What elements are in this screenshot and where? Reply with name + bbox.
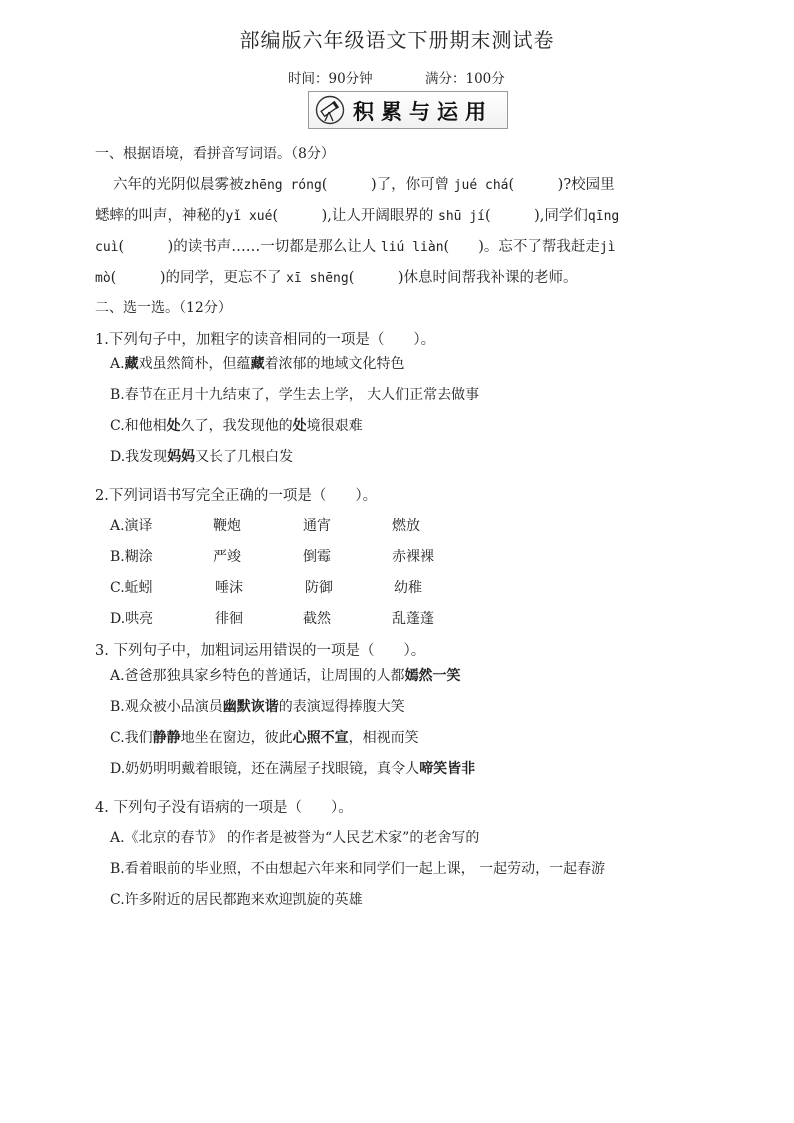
text: 久了，我发现他的: [180, 418, 293, 434]
text: ( )的同学，更忘不了: [110, 270, 287, 286]
text: D.我发现: [110, 449, 168, 465]
bold-text: 啼笑皆非: [419, 761, 476, 777]
q2-cell: 防御: [305, 580, 333, 596]
text: ( )的读书声……一切都是那么让人: [118, 239, 381, 255]
bold-text: 处: [292, 418, 307, 434]
q2-cell: 幼稚: [394, 580, 422, 596]
q2-cell: 严竣: [213, 549, 241, 565]
q1-option-a: [110, 353, 405, 373]
fill-line-1: [113, 173, 615, 194]
text: C.我们: [110, 730, 153, 746]
bold-text: 静静: [152, 730, 181, 746]
bold-text: 妈妈: [167, 449, 196, 465]
fill-line-3: [95, 235, 616, 256]
q3-option-a: [110, 665, 461, 685]
q2-cell: 截然: [303, 611, 331, 627]
q3-option-d: [110, 758, 475, 778]
bold-text: 处: [166, 418, 181, 434]
exam-score: 满分：100分: [425, 71, 505, 87]
pinyin: xī shēng: [286, 271, 349, 286]
fill-line-4: [95, 266, 578, 287]
pinyin: jì: [599, 240, 616, 255]
q2-cell: 徘徊: [215, 611, 243, 627]
badge-label: 积累与运用: [353, 100, 493, 124]
text: ( )了，你可曾: [321, 177, 454, 193]
question-2-stem: 2.下列词语书写完全正确的一项是（ ）。: [95, 488, 378, 504]
q4-option-c: C.许多附近的居民都跑来欢迎凯旋的英雄: [110, 892, 363, 908]
question-4-stem: 4. 下列句子没有语病的一项是（ ）。: [95, 800, 353, 816]
text: ( )?校园里: [508, 177, 615, 193]
pinyin: qīng: [587, 209, 620, 224]
section1-heading: 一、根据语境，看拼音写词语。（8分）: [95, 146, 335, 162]
pinyin: zhēng róng: [243, 178, 322, 193]
pinyin: shū jí: [438, 209, 485, 224]
q2-cell: 乱蓬蓬: [392, 611, 434, 627]
pinyin: yǐ xué: [225, 209, 273, 224]
bold-text: 心照不宣: [292, 730, 349, 746]
q2-cell: 鞭炮: [213, 518, 241, 534]
bold-text: 幽默诙谐: [222, 699, 279, 715]
pinyin: mò: [95, 271, 111, 286]
text: ( ),同学们: [484, 208, 588, 224]
fill-line-2: [95, 204, 619, 225]
telescope-icon: [315, 95, 345, 125]
q4-option-a: A.《北京的春节》 的作者是被誉为“人民艺术家”的老舍写的: [110, 830, 480, 846]
text: 境很艰难: [306, 418, 363, 434]
q2-cell: D.哄亮: [110, 611, 154, 627]
question-3-stem: 3. 下列句子中，加粗词运用错误的一项是（ ）。: [95, 643, 426, 659]
q2-cell: 通宵: [303, 518, 331, 534]
text: 六年的光阴似晨雾被: [113, 177, 244, 193]
q2-cell: 赤裸裸: [392, 549, 434, 565]
q3-option-c: [110, 727, 419, 747]
text: 蟋蟀的叫声，神秘的: [95, 208, 226, 224]
text: A.爸爸那独具家乡特色的普通话，让周围的人都: [110, 668, 405, 684]
q2-cell: C.蚯蚓: [110, 580, 153, 596]
q2-cell: 燃放: [392, 518, 420, 534]
text: ( ),让人开阔眼界的: [272, 208, 439, 224]
text: D.奶奶明明戴着眼镜，还在满屋子找眼镜，真令人: [110, 761, 420, 777]
exam-time: 时间：90分钟: [288, 71, 373, 87]
text: ( )。忘不了帮我赶走: [443, 239, 600, 255]
text: 又长了几根白发: [195, 449, 294, 465]
q2-cell: 倒霉: [303, 549, 331, 565]
q4-option-b: B.看着眼前的毕业照，不由想起六年来和同学们一起上课， 一起劳动，一起春游: [110, 861, 606, 877]
bold-text: 藏: [250, 356, 265, 372]
text: C.和他相: [110, 418, 167, 434]
q1-option-b: B.春节在正月十九结束了，学生去上学， 大人们正常去做事: [110, 387, 480, 403]
bold-text: 藏: [124, 356, 139, 372]
page-title: 部编版六年级语文下册期末测试卷: [239, 28, 555, 52]
q1-option-c: [110, 415, 363, 435]
text: ，相视而笑: [348, 730, 419, 746]
question-1-stem: 1.下列句子中，加粗字的读音相同的一项是（ ）。: [95, 332, 436, 348]
text: ( )休息时间帮我补课的老师。: [348, 270, 578, 286]
q3-option-b: [110, 696, 405, 716]
bold-text: 嫣然一笑: [404, 668, 461, 684]
pinyin: liú liàn: [380, 240, 444, 255]
section-badge: [308, 91, 508, 129]
q1-option-d: [110, 446, 293, 466]
text: A.: [110, 356, 125, 372]
text: 地坐在窗边，彼此: [180, 730, 293, 746]
q2-cell: A.演译: [110, 518, 153, 534]
text: 的表演逗得捧腹大笑: [278, 699, 405, 715]
pinyin: cuì: [95, 240, 119, 255]
text: 着浓郁的地域文化特色: [264, 356, 405, 372]
pinyin: jué chá: [453, 178, 509, 193]
section2-heading: 二、选一选。（12分）: [95, 300, 232, 316]
q2-cell: 唾沫: [215, 580, 243, 596]
text: 戏虽然简朴，但蕴: [138, 356, 251, 372]
q2-cell: B.糊涂: [110, 549, 153, 565]
text: B.观众被小品演员: [110, 699, 223, 715]
